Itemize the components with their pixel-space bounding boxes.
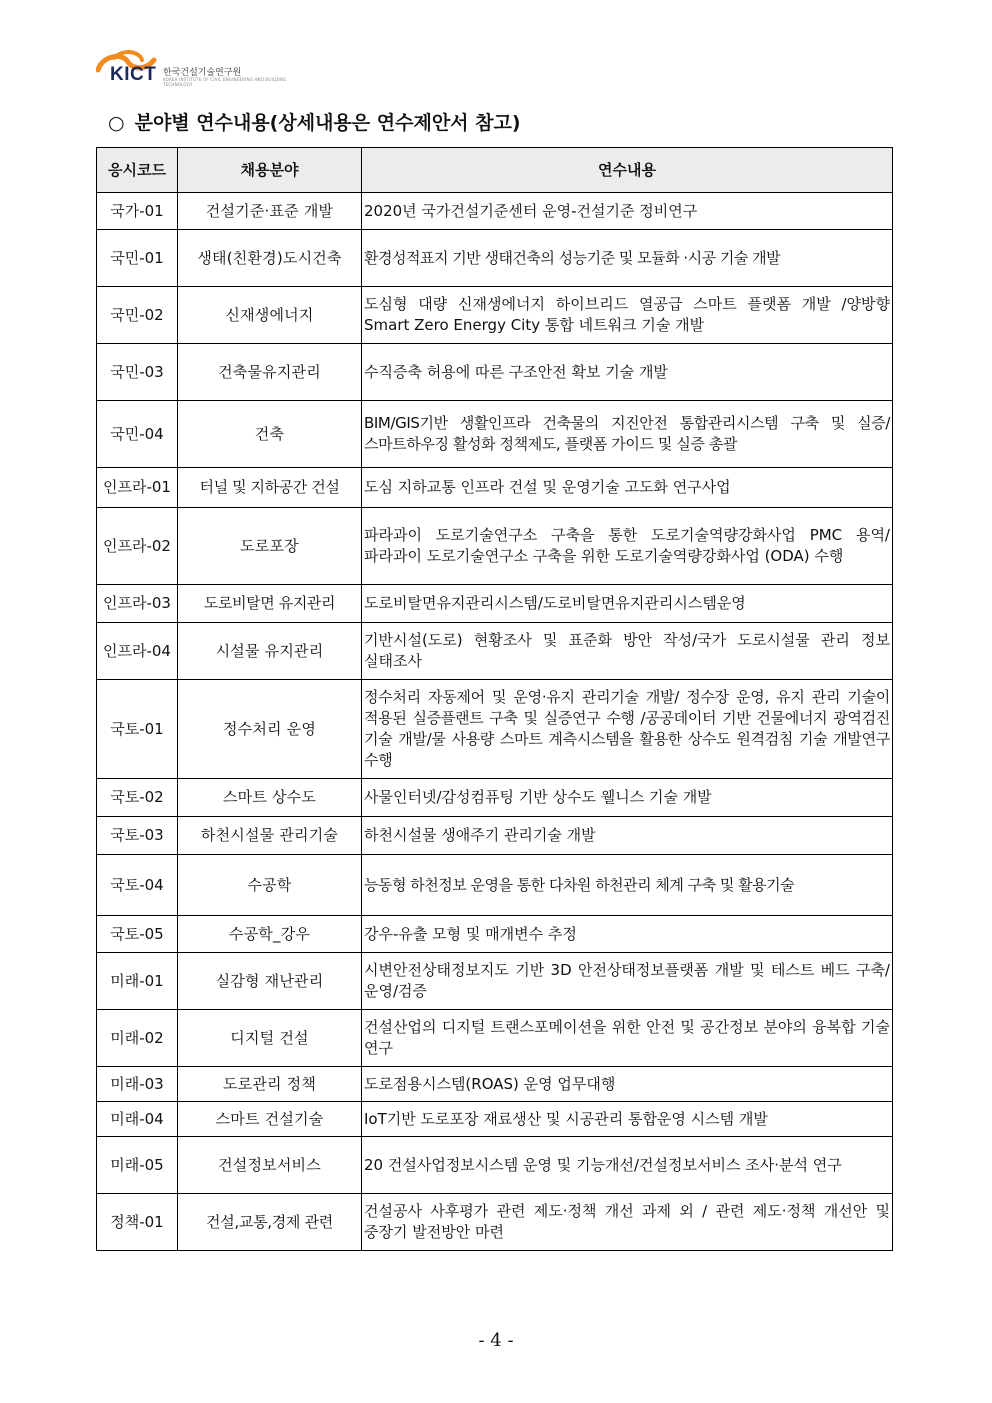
table-row	[97, 855, 893, 916]
table-row	[97, 1194, 893, 1251]
table-row	[97, 1010, 893, 1067]
row-field: 생태(친환경)도시건축	[178, 230, 362, 287]
row-content: IoT기반 도로포장 재료생산 및 시공관리 통합운영 시스템 개발	[362, 1102, 893, 1137]
table-row	[97, 779, 893, 817]
row-code: 미래-03	[97, 1067, 178, 1102]
row-content: 능동형 하천정보 운영을 통한 다차원 하천관리 체계 구축 및 활용기술	[362, 855, 893, 916]
table-row	[97, 585, 893, 623]
institute-subtitle: KOREA INSTITUTE OF CIVIL ENGINEERING AND BUILDING TECHNOLOGY	[163, 77, 287, 87]
row-code: 국가-01	[97, 193, 178, 230]
row-code: 정책-01	[97, 1194, 178, 1251]
row-content: 하천시설물 생애주기 관리기술 개발	[362, 817, 893, 855]
row-field: 도로포장	[178, 508, 362, 585]
row-field: 시설물 유지관리	[178, 623, 362, 680]
table-row	[97, 230, 893, 287]
row-code: 미래-02	[97, 1010, 178, 1067]
row-content: 20 건설사업정보시스템 운영 및 기능개선/건설정보서비스 조사·분석 연구	[362, 1137, 893, 1194]
row-content: 기반시설(도로) 현황조사 및 표준화 방안 작성/국가 도로시설물 관리 정보 실태조사	[362, 623, 893, 680]
row-content: 2020년 국가건설기준센터 운영-건설기준 정비연구	[362, 193, 893, 230]
training-fields-table	[96, 147, 893, 1251]
header-field: 채용분야	[178, 148, 362, 193]
table-row	[97, 468, 893, 508]
row-code: 미래-04	[97, 1102, 178, 1137]
row-content: 시변안전상태정보지도 기반 3D 안전상태정보플랫폼 개발 및 테스트 베드 구축/운영/검증	[362, 953, 893, 1010]
row-code: 국토-03	[97, 817, 178, 855]
row-field: 터널 및 지하공간 건설	[178, 468, 362, 508]
logo-text: KICT	[110, 64, 157, 85]
row-content: 건설산업의 디지털 트랜스포메이션을 위한 안전 및 공간정보 분야의 융복합 기술 연구	[362, 1010, 893, 1067]
header-content: 연수내용	[362, 148, 893, 193]
row-code: 인프라-02	[97, 508, 178, 585]
table-row	[97, 817, 893, 855]
row-field: 하천시설물 관리기술	[178, 817, 362, 855]
row-field: 건설기준·표준 개발	[178, 193, 362, 230]
table-row	[97, 1137, 893, 1194]
table-row	[97, 916, 893, 953]
row-field: 건설,교통,경제 관련	[178, 1194, 362, 1251]
row-code: 국토-05	[97, 916, 178, 953]
table-row	[97, 1102, 893, 1137]
row-field: 도로비탈면 유지관리	[178, 585, 362, 623]
section-title: 분야별 연수내용(상세내용은 연수제안서 참고)	[134, 112, 521, 134]
institute-logo	[96, 50, 296, 90]
table-row	[97, 953, 893, 1010]
row-field: 수공학	[178, 855, 362, 916]
row-content: 사물인터넷/감성컴퓨팅 기반 상수도 웰니스 기술 개발	[362, 779, 893, 817]
row-content: 도심 지하교통 인프라 건설 및 운영기술 고도화 연구사업	[362, 468, 893, 508]
page-number: - 4 -	[478, 1330, 514, 1351]
row-code: 국민-02	[97, 287, 178, 344]
row-code: 국토-04	[97, 855, 178, 916]
table-row	[97, 344, 893, 401]
row-content: 도로점용시스템(ROAS) 운영 업무대행	[362, 1067, 893, 1102]
row-content: 도로비탈면유지관리시스템/도로비탈면유지관리시스템운영	[362, 585, 893, 623]
row-code: 국토-02	[97, 779, 178, 817]
row-content: 수직증축 허용에 따른 구조안전 확보 기술 개발	[362, 344, 893, 401]
row-field: 스마트 건설기술	[178, 1102, 362, 1137]
row-content: 환경성적표지 기반 생태건축의 성능기준 및 모듈화 ·시공 기술 개발	[362, 230, 893, 287]
row-field: 도로관리 정책	[178, 1067, 362, 1102]
row-code: 국민-01	[97, 230, 178, 287]
row-field: 신재생에너지	[178, 287, 362, 344]
row-field: 디지털 건설	[178, 1010, 362, 1067]
row-field: 스마트 상수도	[178, 779, 362, 817]
row-field: 수공학_강우	[178, 916, 362, 953]
row-content: BIM/GIS기반 생활인프라 건축물의 지진안전 통합관리시스템 구축 및 실증/스마트하우징 활성화 정책제도, 플랫폼 가이드 및 실증 총괄	[362, 401, 893, 468]
table-row	[97, 193, 893, 230]
row-code: 미래-01	[97, 953, 178, 1010]
row-content: 강우-유출 모형 및 매개변수 추정	[362, 916, 893, 953]
row-code: 국민-04	[97, 401, 178, 468]
row-code: 인프라-04	[97, 623, 178, 680]
row-code: 미래-05	[97, 1137, 178, 1194]
table-row	[97, 680, 893, 779]
table-row	[97, 1067, 893, 1102]
table-header-row	[97, 148, 893, 193]
table-row	[97, 508, 893, 585]
row-code: 국민-03	[97, 344, 178, 401]
row-field: 건축물유지관리	[178, 344, 362, 401]
row-code: 국토-01	[97, 680, 178, 779]
table-row	[97, 401, 893, 468]
row-content: 정수처리 자동제어 및 운영·유지 관리기술 개발/ 정수장 운영, 유지 관리 기술이 적용된 실증플랜트 구축 및 실증연구 수행 /공공데이터 기반 건물에너지 광역검진 기술 개발/물 사용량 스마트 계측시스템을 활용한 상수도 원격검침 기술 개발연구 수행	[362, 680, 893, 779]
row-field: 건설정보서비스	[178, 1137, 362, 1194]
row-field: 실감형 재난관리	[178, 953, 362, 1010]
row-field: 건축	[178, 401, 362, 468]
row-code: 인프라-01	[97, 468, 178, 508]
table-row	[97, 623, 893, 680]
table-row	[97, 287, 893, 344]
section-heading	[108, 108, 521, 135]
row-content: 도심형 대량 신재생에너지 하이브리드 열공급 스마트 플랫폼 개발 /양방향 Smart Zero Energy City 통합 네트워크 기술 개발	[362, 287, 893, 344]
row-code: 인프라-03	[97, 585, 178, 623]
row-field: 정수처리 운영	[178, 680, 362, 779]
header-code: 응시코드	[97, 148, 178, 193]
row-content: 파라과이 도로기술연구소 구축을 통한 도로기술역량강화사업 PMC 용역/파라과이 도로기술연구소 구축을 위한 도로기술역량강화사업 (ODA) 수행	[362, 508, 893, 585]
circle-bullet-icon: ○	[108, 112, 125, 134]
row-content: 건설공사 사후평가 관련 제도·정책 개선 과제 외 / 관련 제도·정책 개선안 및 중장기 발전방안 마련	[362, 1194, 893, 1251]
institute-name: 한국건설기술연구원	[163, 68, 242, 78]
